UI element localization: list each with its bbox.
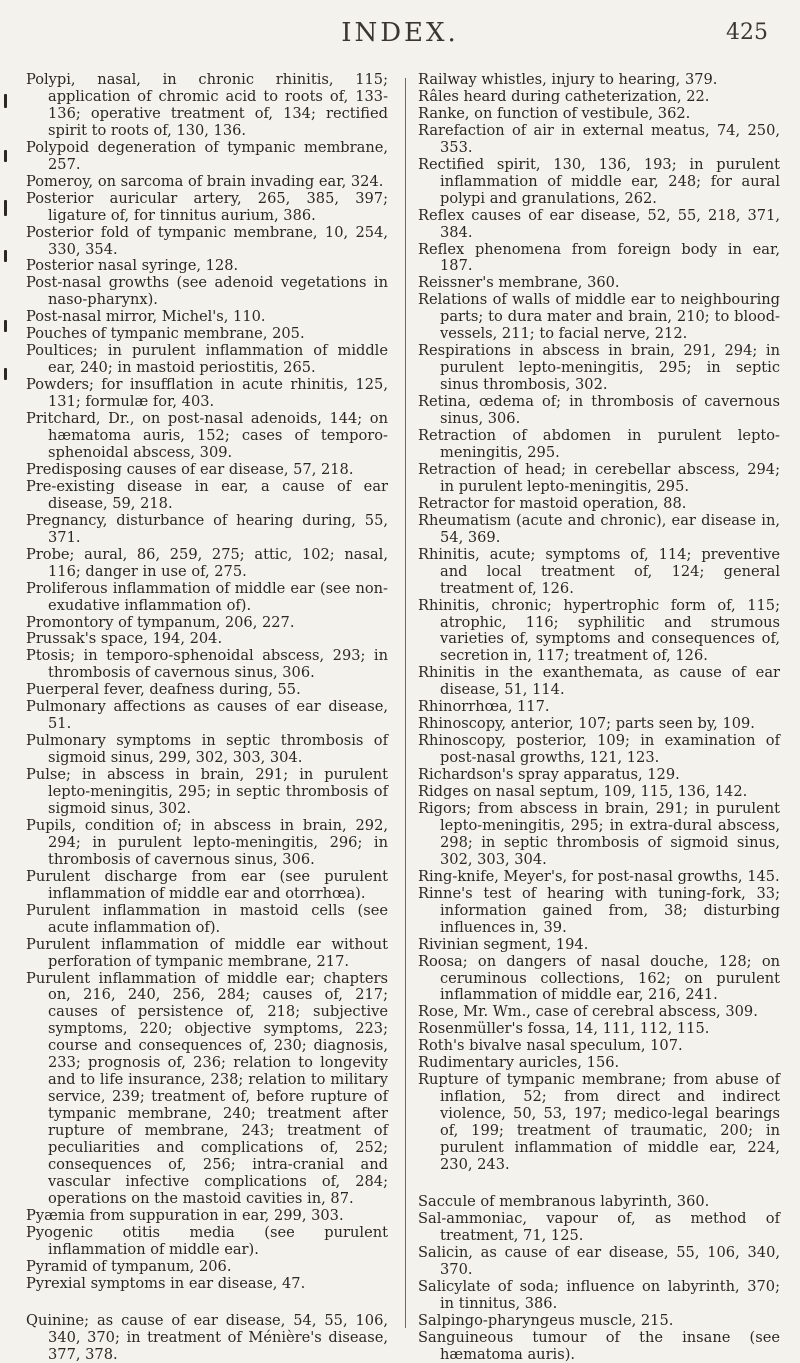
index-entry: Retraction of head; in cerebellar abscess, 294; in purulent lepto-meningitis, 295. xyxy=(418,460,780,495)
index-entry: Saccule of membranous labyrinth, 360. xyxy=(418,1192,710,1210)
index-entry: Richardson's spray apparatus, 129. xyxy=(418,766,680,784)
index-entry: Ring-knife, Meyer's, for post-nasal growths, 145. xyxy=(418,867,780,885)
index-entry: Post-nasal mirror, Michel's, 110. xyxy=(26,308,266,326)
index-entry: Rosenmüller's fossa, 14, 111, 112, 115. xyxy=(418,1020,710,1038)
index-entry: Retina, œdema of; in thrombosis of cavernous sinus, 306. xyxy=(418,393,780,428)
index-entry: Rivinian segment, 194. xyxy=(418,935,589,953)
index-entry: Rose, Mr. Wm., case of cerebral abscess, 309. xyxy=(418,1003,758,1021)
index-entry: Rhinitis in the exanthemata, as cause of ear disease, 51, 114. xyxy=(418,664,780,699)
index-entry: Posterior auricular artery, 265, 385, 397; ligature of, for tinnitus aurium, 386. xyxy=(26,189,388,224)
index-entry: Roth's bivalve nasal speculum, 107. xyxy=(418,1037,683,1055)
index-entry: Rheumatism (acute and chronic), ear disease in, 54, 369. xyxy=(418,511,780,546)
index-entry: Rarefaction of air in external meatus, 74, 250, 353. xyxy=(418,121,780,156)
index-entry: Ptosis; in temporo-sphenoidal abscess, 293; in thrombosis of cavernous sinus, 306. xyxy=(26,647,388,682)
index-entry: Pyrexial symptoms in ear disease, 47. xyxy=(26,1274,306,1292)
index-entry: Pulmonary symptoms in septic thrombosis of sigmoid sinus, 299, 302, 303, 304. xyxy=(26,732,388,767)
index-entry: Rupture of tympanic membrane; from abuse of inflation, 52; from direct and indirect violence, 50, 53, 197; medico-legal bearings of, 199; treatment of traumatic, 200; in purulent inflammation of middle ear, 224, 230, 243. xyxy=(418,1071,780,1173)
index-entry: Pyogenic otitis media (see purulent inflammation of middle ear). xyxy=(26,1223,388,1258)
index-entry: Railway whistles, injury to hearing, 379. xyxy=(418,71,718,88)
index-entry: Prussak's space, 194, 204. xyxy=(26,630,223,648)
binding-mark xyxy=(4,200,7,216)
binding-mark xyxy=(4,368,7,380)
index-entry: Probe; aural, 86, 259, 275; attic, 102; nasal, 116; danger in use of, 275. xyxy=(26,545,388,580)
index-entry: Salicin, as cause of ear disease, 55, 106, 340, 370. xyxy=(418,1243,780,1278)
index-entry: Pupils, condition of; in abscess in brain, 292, 294; in purulent lepto-meningitis, 296; in thrombosis of cavernous sinus, 306. xyxy=(26,816,388,868)
index-entry: Retractor for mastoid operation, 88. xyxy=(418,494,687,512)
index-entry: Purulent inflammation of middle ear without perforation of tympanic membrane, 217. xyxy=(26,935,388,970)
index-entry: Pyæmia from suppuration in ear, 299, 303. xyxy=(26,1206,344,1224)
index-entry: Rhinoscopy, posterior, 109; in examination of post-nasal growths, 121, 123. xyxy=(418,732,780,767)
index-entry: Rhinoscopy, anterior, 107; parts seen by, 109. xyxy=(418,715,755,733)
index-entry: Promontory of tympanum, 206, 227. xyxy=(26,613,295,631)
index-entry: Salpingo-pharyngeus muscle, 215. xyxy=(418,1311,674,1329)
index-entry: Rhinorrhœa, 117. xyxy=(418,698,550,716)
column-rule xyxy=(405,78,406,1328)
index-column-right xyxy=(418,72,780,1363)
index-entry: Polypoid degeneration of tympanic membrane, 257. xyxy=(26,138,388,173)
binding-mark xyxy=(4,320,7,332)
index-entry: Purulent inflammation in mastoid cells (see acute inflammation of). xyxy=(26,901,388,936)
running-title: INDEX. xyxy=(341,18,459,48)
index-entry: Ranke, on function of vestibule, 362. xyxy=(418,104,691,122)
index-entry: Predisposing causes of ear disease, 57, 218. xyxy=(26,460,354,478)
index-entry: Powders; for insufflation in acute rhinitis, 125, 131; formulæ for, 403. xyxy=(26,376,388,411)
index-entry: Respirations in abscess in brain, 291, 294; in purulent lepto-meningitis, 295; in septic sinus thrombosis, 302. xyxy=(418,342,780,394)
index-entry: Roosa; on dangers of nasal douche, 128; on ceruminous collections, 162; on purulent inflammation of middle ear, 216, 241. xyxy=(418,952,780,1004)
page-number: 425 xyxy=(726,20,768,45)
index-entry: Reissner's membrane, 360. xyxy=(418,274,620,292)
index-entry: Rhinitis, chronic; hypertrophic form of, 115; atrophic, 116; syphilitic and strumous varieties of, symptoms and consequences of, secretion in, 117; treatment of, 126. xyxy=(418,596,780,665)
index-entry: Puerperal fever, deafness during, 55. xyxy=(26,681,301,699)
index-entry: Rudimentary auricles, 156. xyxy=(418,1054,620,1072)
binding-edge-marks xyxy=(4,0,8,1352)
index-entry: Râles heard during catheterization, 22. xyxy=(418,87,710,105)
index-entry: Sal-ammoniac, vapour of, as method of treatment, 71, 125. xyxy=(418,1209,780,1244)
index-entry: Poultices; in purulent inflammation of middle ear, 240; in mastoid periostitis, 265. xyxy=(26,342,388,377)
index-entry: Rigors; from abscess in brain, 291; in purulent lepto-meningitis, 295; in extra-dural abscess, 298; in septic thrombosis of sigmoid sinus, 302, 303, 304. xyxy=(418,799,780,868)
index-entry: Polypi, nasal, in chronic rhinitis, 115; application of chromic acid to roots of, 133-136; operative treatment of, 134; rectified spirit to roots of, 130, 136. xyxy=(26,71,388,139)
index-entry: Salicylate of soda; influence on labyrinth, 370; in tinnitus, 386. xyxy=(418,1277,780,1312)
index-entry: Reflex phenomena from foreign body in ear, 187. xyxy=(418,240,780,275)
index-entry: Purulent discharge from ear (see purulent inflammation of middle ear and otorrhœa). xyxy=(26,867,388,902)
index-entry: Ridges on nasal septum, 109, 115, 136, 142. xyxy=(418,783,748,801)
index-entry: Posterior fold of tympanic membrane, 10, 254, 330, 354. xyxy=(26,223,388,258)
index-entry: Rhinitis, acute; symptoms of, 114; preventive and local treatment of, 124; general treatment of, 126. xyxy=(418,545,780,597)
index-entry: Sanguineous tumour of the insane (see hæmatoma auris). xyxy=(418,1328,780,1363)
page-header xyxy=(0,10,800,50)
index-entry: Post-nasal growths (see adenoid vegetations in naso-pharynx). xyxy=(26,274,388,309)
index-column-left xyxy=(26,72,388,1363)
index-entry: Relations of walls of middle ear to neighbouring parts; to dura mater and brain, 210; to blood-vessels, 211; to facial nerve, 212. xyxy=(418,291,780,343)
index-entry: Pulse; in abscess in brain, 291; in purulent lepto-meningitis, 295; in septic thrombosis of sigmoid sinus, 302. xyxy=(26,766,388,817)
index-entry: Rinne's test of hearing with tuning-fork, 33; information gained from, 38; disturbing influences in, 39. xyxy=(418,884,780,936)
index-entry: Rectified spirit, 130, 136, 193; in purulent inflammation of middle ear, 248; for aural polypi and granulations, 262. xyxy=(418,155,780,207)
index-entry: Proliferous inflammation of middle ear (see non-exudative inflammation of). xyxy=(26,579,388,614)
index-entry: Pritchard, Dr., on post-nasal adenoids, 144; on hæmatoma auris, 152; cases of temporo-sphenoidal abscess, 309. xyxy=(26,410,388,461)
index-entry: Pouches of tympanic membrane, 205. xyxy=(26,325,305,343)
index-entry: Purulent inflammation of middle ear; chapters on, 216, 240, 256, 284; causes of, 217; causes of persistence of, 218; subjective symptoms, 220; objective symptoms, 223; course and consequences of, 230; diagnosis, 233; prognosis of, 236; relation to longevity and to life insurance, 238; relation to military service, 239; treatment of, before rupture of tympanic membrane, 240; treatment after rupture of membrane, 243; treatment of peculiarities and complications of, 252; consequences of, 256; intra-cranial and vascular infective complications of, 284; operations on the mastoid cavities in, 87. xyxy=(26,969,388,1207)
index-entry: Reflex causes of ear disease, 52, 55, 218, 371, 384. xyxy=(418,206,780,241)
index-entry: Pulmonary affections as causes of ear disease, 51. xyxy=(26,698,388,733)
index-entry: Retraction of abdomen in purulent lepto-meningitis, 295. xyxy=(418,427,780,461)
index-entry: Posterior nasal syringe, 128. xyxy=(26,257,239,275)
index-entry: Pre-existing disease in ear, a cause of ear disease, 59, 218. xyxy=(26,477,388,512)
index-entry: Quinine; as cause of ear disease, 54, 55, 106, 340, 370; in treatment of Ménière's disease, 377, 378. xyxy=(26,1311,388,1363)
index-entry: Pomeroy, on sarcoma of brain invading ear, 324. xyxy=(26,172,384,190)
binding-mark xyxy=(4,150,7,162)
index-entry: Pyramid of tympanum, 206. xyxy=(26,1257,232,1275)
binding-mark xyxy=(4,250,7,262)
binding-mark xyxy=(4,94,7,108)
index-entry: Pregnancy, disturbance of hearing during, 55, 371. xyxy=(26,511,388,546)
